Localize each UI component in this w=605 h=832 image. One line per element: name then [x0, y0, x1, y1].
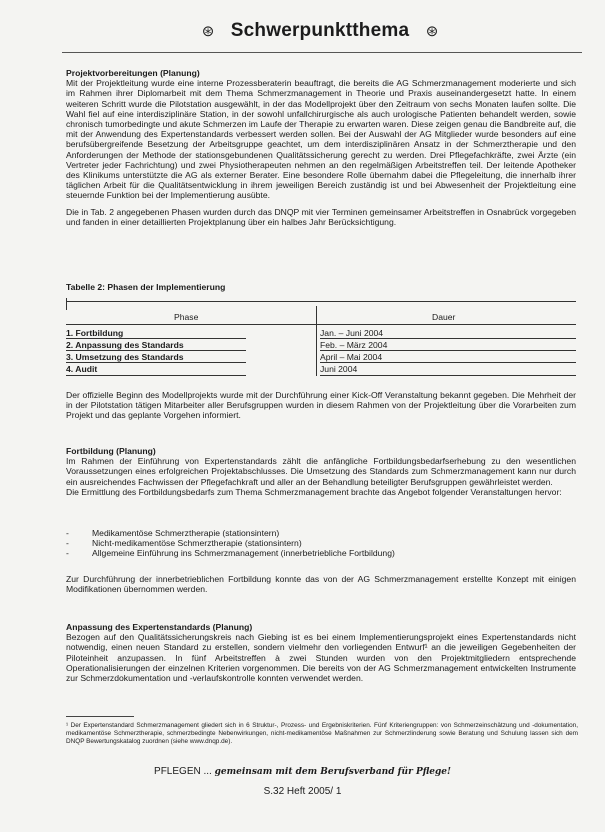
table-row — [66, 364, 576, 375]
paragraph-konzept: Zur Durchführung der innerbetrieblichen Fortbildung konnte das von der AG Schmerzmanagement erstellte Konzept mit einigen Modifikationen übernommen werden. — [66, 574, 576, 595]
section-heading: Projektvorbereitungen (Planung) — [66, 68, 200, 78]
header-rule — [62, 52, 582, 53]
table-header-rule — [66, 324, 576, 325]
paragraph: Mit der Projektleitung wurde eine interne Prozessberaterin beauftragt, die bereits die AG Schmerzmanagement moderierte und sich im Rahmen ihrer Diplomarbeit mit dem Thema Schmerzmanagement in Theorie und Praxis auseinandergesetzt hatte. In einem weiteren Schritt wurde die Pilotstation ausgewählt, in der das Modellprojekt über den Zeitraum von sechs Monaten laufen sollte. Die Wahl fiel auf eine interdisziplinäre Station, in der sowohl unfallchirurgische als auch urologische Patienten behandelt werden, sowie chronisch tumorbedingte und akute Schmerzen im Laufe der Therapie zu erwarten waren. Diese zeigen genau die Bandbreite auf, die mit der Anwendung des Expertenstandards verbessert werden sollen. Bei der Auswahl der AG Mitglieder wurde besonders auf eine berufsübergreifende Besetzung der Arbeitsgruppe geachtet, um dem interdisziplinären Ansatz in der Schmerztherapie und den Anforderungen der Methode der stationsgebundenen Qualitätssicherung gerecht zu werden. Drei Pflegefachkräfte, zwei Ärzte (ein Vertreter jeder Fachrichtung) und zwei Physiotherapeuten nehmen an den regelmäßigen Arbeitstreffen teil. Der leitende Apotheker des Klinikums unterstützte die AG als externer Berater. Eine besondere Rolle übernahm dabei die Pflegeleitung, die innerhalb ihrer täglichen Arbeit für die Qualitätsentwicklung in ihrem jeweiligen Bereich zuständig ist und bei Abwesenheit der Projektleitung eine steuernde Funktion bei der Implementierung ausübte. — [66, 78, 576, 201]
fortbildung-list — [66, 528, 576, 559]
row-underline — [320, 362, 576, 363]
footnote-rule — [66, 716, 134, 717]
table-header-row — [66, 312, 576, 323]
list-item: - Nicht-medikamentöse Schmerztherapie (stationsintern) — [66, 538, 302, 549]
row-underline — [66, 362, 246, 363]
page-title: Schwerpunktthema — [230, 20, 410, 41]
list-item: - Allgemeine Einführung ins Schmerzmanagement (innerbetriebliche Fortbildung) — [66, 548, 395, 559]
footer-slogan — [0, 766, 605, 777]
table-title: Tabelle 2: Phasen der Implementierung — [66, 282, 226, 292]
page-number: S.32 Heft 2005/ 1 — [263, 786, 342, 797]
table-cell-dauer: April – Mai 2004 — [320, 352, 383, 362]
paragraph-kick-off: Der offizielle Beginn des Modellprojekts wurde mit der Durchführung einer Kick-Off Veranstaltung bekannt gegeben. Die Mehrheit der in der Pilotstation tätigen Mitarbeiter aller Berufsgruppen wurden in diesem Rahmen von der Projektleitung über die Vorarbeiten zum Projekt und das geplante Vorgehen informiert. — [66, 390, 576, 421]
table-header-dauer: Dauer — [432, 312, 456, 322]
footnote: ¹ Der Expertenstandard Schmerzmanagement gliedert sich in 6 Struktur-, Prozess- und Ergebniskriterien. Fünf Kriteriengruppen: von Schmerzeinschätzung und -dokumentation, medikamentöse Schmerztherapie, schmerzbedingte Nebenwirkungen, nicht-medikamentöse Maßnahmen zur Schmerzlinderung sowie Beratung und Schulung lassen sich dem DNQP Bewertungskatalog zuordnen (siehe www.dnqp.de). — [66, 722, 578, 745]
table-cell-phase: 2. Anpassung des Standards — [66, 340, 184, 350]
table-cell-phase: 3. Umsetzung des Standards — [66, 352, 184, 362]
section-heading: Fortbildung (Planung) — [66, 446, 156, 456]
section-projektvorbereitungen — [66, 68, 576, 227]
table-cell-dauer: Juni 2004 — [320, 364, 358, 374]
paragraph: Im Rahmen der Einführung von Expertenstandards zählt die anfängliche Fortbildungsbedarfserhebung zu den wesentlichen Voraussetzungen eines erfolgreichen Projektabschlusses. Die Umsetzung des Standards zum Schmerzmanagement kann nur durch ein ausreichendes Fachwissen der Pflegefachkraft und aller an der Behandlung beteiligter Berufsgruppen gewährleistet werden. — [66, 456, 576, 487]
footer-slogan-script: gemeinsam mit dem Berufsverband für Pflege! — [214, 767, 451, 777]
page-header — [60, 20, 580, 48]
paragraph: Die Ermittlung des Fortbildungsbedarfs zum Thema Schmerzmanagement brachte das Angebot folgender Veranstaltungen hervor: — [66, 486, 562, 497]
row-underline — [66, 375, 246, 376]
table-cell-dauer: Feb. – März 2004 — [320, 340, 388, 350]
section-heading: Anpassung des Expertenstandards (Planung) — [66, 622, 253, 632]
table-cell-dauer: Jan. – Juni 2004 — [320, 328, 384, 338]
table-top-rule — [66, 301, 576, 302]
paragraph: Die in Tab. 2 angegebenen Phasen wurden durch das DNQP mit vier Terminen gemeinsamer Arbeitstreffen in Osnabrück vorgegeben und fanden in einer detaillierten Projektplanung über ein halbes Jahr Berücksichtigung. — [66, 206, 576, 227]
section-fortbildung — [66, 446, 576, 497]
table-left-tick — [66, 298, 67, 310]
table-cell-phase: 4. Audit — [66, 364, 98, 374]
row-underline — [320, 375, 576, 376]
row-underline — [66, 338, 246, 339]
row-underline — [320, 338, 576, 339]
paragraph: Bezogen auf den Qualitätssicherungskreis nach Giebing ist es bei einem Implementierungsprojekt eines Expertenstandards nicht notwendig, einen neuen Standard zu erstellen, sondern vielmehr den vorliegenden Entwurf¹ an die jeweiligen Gegebenheiten der Piloteinheit anzupassen. In fünf Arbeitstreffen à zwei Stunden wurden von den Projektmitgliedern entsprechende Operationalisierungen der einzelnen Kriterien vorgenommen. Die bereits von der AG Schmerzmanagement entwickelten Instrumente zur Schmerzdokumentation und -verlaufskontrolle konnten verwendet werden. — [66, 632, 576, 684]
list-item: - Medikamentöse Schmerztherapie (stationsintern) — [66, 528, 280, 538]
row-underline — [320, 350, 576, 351]
row-underline — [66, 350, 246, 351]
header-symbol-left-icon: ⊛ — [201, 23, 215, 40]
footer-slogan-plain: PFLEGEN ... — [154, 766, 212, 777]
table-cell-phase: 1. Fortbildung — [66, 328, 124, 338]
table-header-phase: Phase — [174, 312, 199, 322]
header-symbol-right-icon: ⊛ — [425, 23, 439, 40]
section-anpassung — [66, 622, 576, 683]
